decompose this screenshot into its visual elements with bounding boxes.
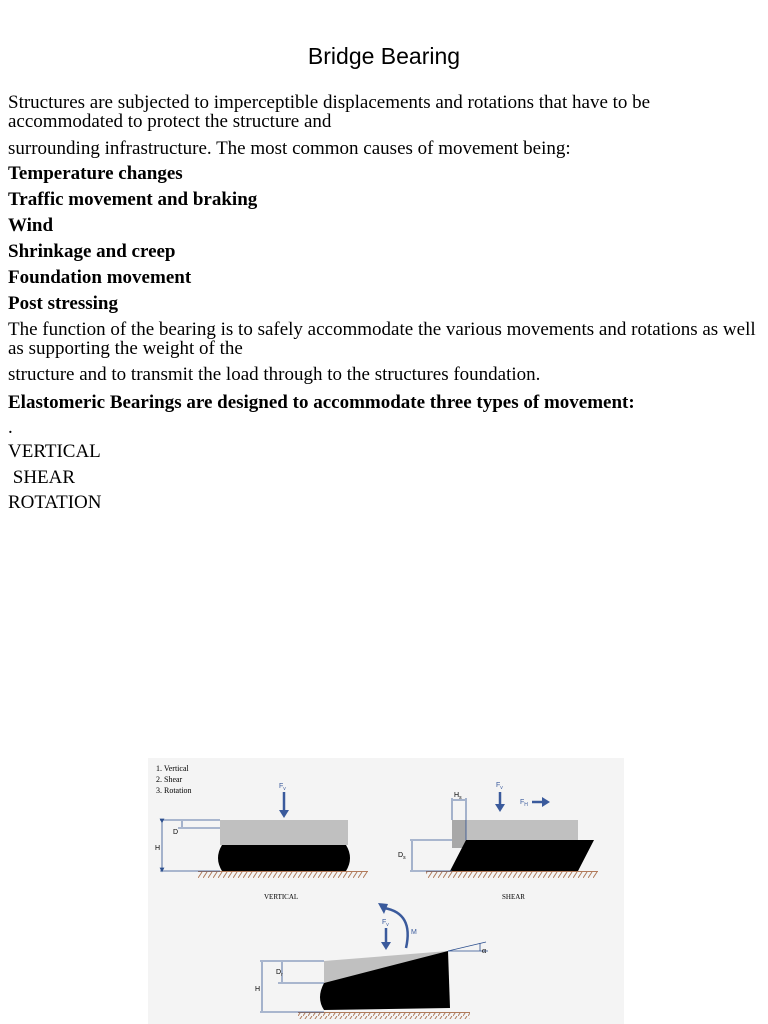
ground-hatch bbox=[298, 1013, 470, 1019]
sheared-pad bbox=[450, 840, 594, 871]
intro-line: Structures are subjected to imperceptible displacements and rotations that have to be accommodated to protect the structure and bbox=[8, 92, 651, 132]
movement-types-list bbox=[8, 439, 760, 516]
vertical-bearing bbox=[155, 783, 368, 901]
function-paragraph bbox=[8, 320, 760, 358]
cause-item: Temperature changes bbox=[8, 163, 183, 184]
intro-line: surrounding infrastructure. The most common causes of movement being: bbox=[8, 138, 571, 159]
legend-item: 1. Vertical bbox=[156, 764, 189, 773]
height-label: H bbox=[255, 986, 261, 993]
cause-item: Wind bbox=[8, 215, 54, 236]
ground-hatch bbox=[198, 872, 368, 878]
angle-label: α bbox=[482, 946, 487, 955]
legend-item: 3. Rotation bbox=[156, 786, 192, 795]
horizontal-force-label: $F_H$ bbox=[520, 799, 528, 808]
arrow-head-icon bbox=[495, 804, 505, 812]
moment-label: M bbox=[411, 929, 417, 936]
top-plate bbox=[452, 820, 578, 840]
cause-item: Traffic movement and braking bbox=[8, 189, 258, 210]
elastomer-pad bbox=[218, 845, 350, 871]
ground-hatch bbox=[426, 872, 598, 878]
height-label: H bbox=[155, 845, 161, 852]
top-plate bbox=[220, 820, 348, 845]
arrow-head-icon bbox=[279, 810, 289, 818]
arrow-head-icon bbox=[381, 942, 391, 950]
shear-caption: SHEAR bbox=[502, 893, 525, 901]
load-label: $F_v$ bbox=[382, 919, 389, 928]
movement-type: ROTATION bbox=[8, 492, 102, 513]
movement-causes-list bbox=[8, 161, 760, 317]
thickness-label: $D_s$ bbox=[398, 852, 406, 861]
cause-item: Shrinkage and creep bbox=[8, 241, 176, 262]
movement-type: VERTICAL bbox=[8, 441, 101, 462]
deflection-label: $D_r$ bbox=[276, 969, 283, 978]
load-label: $F_v$ bbox=[496, 782, 503, 791]
original-position-shade bbox=[452, 820, 466, 848]
movement-type: SHEAR bbox=[8, 466, 76, 488]
function-line: The function of the bearing is to safely accommodate the various movements and rotations as well as supporting the weight of the bbox=[8, 319, 756, 359]
elastomeric-lead: Elastomeric Bearings are designed to accommodate three types of movement: bbox=[8, 392, 635, 413]
intro-paragraph-continued bbox=[8, 139, 760, 158]
function-paragraph-continued bbox=[8, 365, 760, 384]
bearing-movement-diagram bbox=[148, 758, 624, 1024]
cause-item: Foundation movement bbox=[8, 267, 192, 288]
arrow-head-icon bbox=[542, 797, 550, 807]
page-title: Bridge Bearing bbox=[307, 43, 461, 69]
intro-paragraph bbox=[8, 93, 760, 131]
vertical-caption: VERTICAL bbox=[264, 893, 299, 901]
legend-item: 2. Shear bbox=[156, 775, 183, 784]
cause-item: Post stressing bbox=[8, 293, 118, 314]
elastomeric-heading bbox=[8, 390, 760, 416]
shear-label: $H_s$ bbox=[454, 792, 462, 801]
shear-bearing bbox=[398, 782, 598, 901]
dot-marker: . bbox=[8, 417, 13, 438]
load-label: $F_v$ bbox=[279, 783, 286, 792]
deflection-label: D bbox=[173, 829, 179, 836]
function-line: structure and to transmit the load through to the structures foundation. bbox=[8, 364, 541, 385]
rotation-bearing bbox=[255, 903, 488, 1019]
ground-line bbox=[198, 871, 368, 872]
